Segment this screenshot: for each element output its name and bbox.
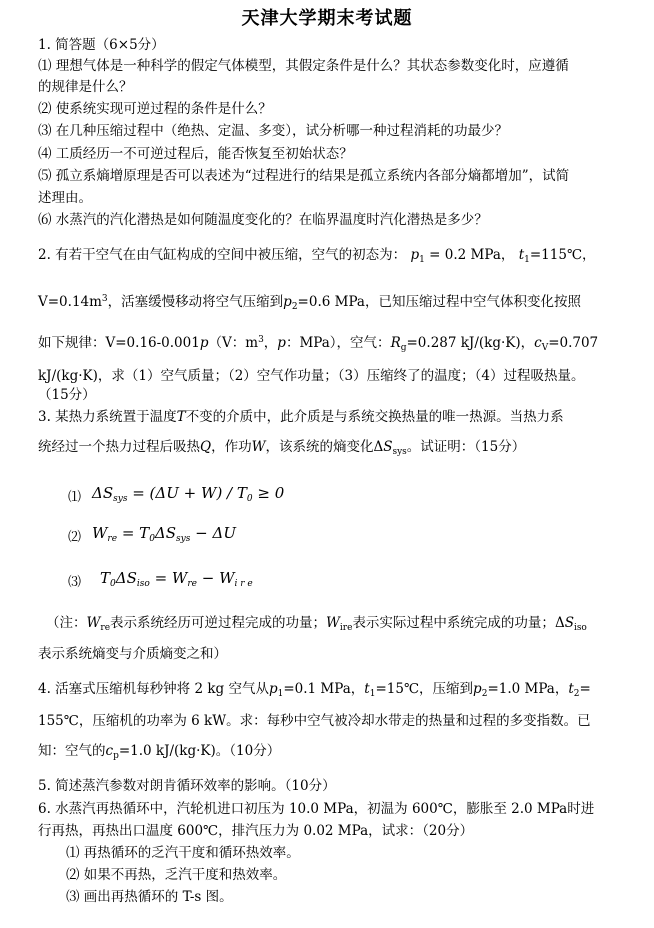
q3-line-2: 统经过一个热力过程后吸热Q，作功W，该系统的熵变化$\Delta S_{sys}$。试证明：（15分）: [38, 439, 526, 457]
q6-item-3: ⑶ 画出再热循环的 T-s 图。: [66, 889, 233, 905]
q5-line-1: 5. 简述蒸汽参数对朗肯循环效率的影响。（10分）: [38, 778, 336, 794]
q1-item-4: ⑷ 工质经历一不可逆过程后，能否恢复至初始状态？: [38, 146, 353, 162]
q2-line-4: kJ/(kg·K)，求（1）空气质量；（2）空气作功量；（3）压缩终了的温度；（4）过程吸热量。: [38, 368, 585, 384]
q1-item-5: ⑸ 孤立系熵增原理是否可以表述为“过程进行的结果是孤立系统内各部分熵都增加”，试简: [38, 168, 570, 184]
q4-line-1: 4. 活塞式压缩机每秒钟将 2 kg 空气从$p_1=0.1$ MPa，$t_1=15℃$，压缩到$p_2=1.0$ MPa，$t_2=$: [38, 681, 591, 699]
q2-line-1: 2. 有若干空气在由气缸构成的空间中被压缩，空气的初态为： $p_1 = 0.2$ MPa， $t_1=115℃$，: [38, 247, 596, 265]
q3-line-1: 3. 某热力系统置于温度T不变的介质中，此介质是与系统交换热量的唯一热源。当热力系: [38, 409, 564, 425]
q6-item-2: ⑵ 如果不再热，乏汽干度和热效率。: [66, 867, 287, 883]
q3-eq-1-number: ⑴: [68, 490, 82, 505]
q3-note-cont: 表示系统熵变与介质熵变之和）: [38, 646, 227, 662]
q3-eq-2-number: ⑵: [68, 530, 82, 545]
q1-item-6: ⑹ 水蒸汽的汽化潜热是如何随温度变化的？在临界温度时汽化潜热是多少？: [38, 212, 488, 228]
q2-line-3: 如下规律：V=0.16-0.001p（V：$m^3$，p：MPa），空气：$R_g=0.287$ kJ/(kg·K)，$c_V=0.707$: [38, 335, 599, 353]
q3-equation-2: $W_{re} = T_0\Delta S_{sys} - \Delta U$: [92, 524, 236, 544]
q3-equation-3: $T_0\Delta S_{iso} = W_{re} - W_{i r e}$: [100, 569, 253, 589]
q6-line-2: 行再热，再热出口温度 600℃，排汽压力为 0.02 MPa，试求：（20分）: [38, 823, 474, 839]
q3-equation-1: $\Delta S_{sys} = (\Delta U + W) / T_0 \ge 0$: [92, 484, 285, 504]
q4-line-3: 知：空气的$c_p=1.0$ kJ/(kg·K)。（10分）: [38, 743, 281, 761]
q1-heading: 1. 简答题（6×5分）: [38, 37, 165, 53]
q1-item-2: ⑵ 使系统实现可逆过程的条件是什么？: [38, 101, 272, 117]
q1-item-1-cont: 的规律是什么？: [38, 79, 133, 95]
q6-item-1: ⑴ 再热循环的乏汽干度和循环热效率。: [66, 845, 300, 861]
q2-line-2: $V=0.14m^3$，活塞缓慢移动将空气压缩到$p_2=0.6$ MPa，已知压缩过程中空气体积变化按照: [38, 294, 581, 312]
q4-line-2: 155℃，压缩机的功率为 6 kW。求：每秒中空气被冷却水带走的热量和过程的多变指数。已: [38, 713, 591, 729]
q6-line-1: 6. 水蒸汽再热循环中，汽轮机进口初压为 10.0 MPa，初温为 600℃，膨胀至 2.0 MPa时进: [38, 801, 595, 817]
q1-item-5-cont: 述理由。: [38, 190, 92, 206]
q2-line-5: （15分）: [38, 387, 96, 403]
q3-note: （注：$W_{re}$表示系统经历可逆过程完成的功量；$W_{ire}$表示实际过程中系统完成的功量；$\Delta S_{iso}$: [46, 615, 587, 633]
exam-title: 天津大学期末考试题: [241, 8, 413, 29]
q3-eq-3-number: ⑶: [68, 575, 82, 590]
q1-item-3: ⑶ 在几种压缩过程中（绝热、定温、多变），试分析哪一种过程消耗的功最少？: [38, 123, 509, 139]
q1-item-1: ⑴ 理想气体是一种科学的假定气体模型，其假定条件是什么？其状态参数变化时，应遵循: [38, 58, 569, 74]
